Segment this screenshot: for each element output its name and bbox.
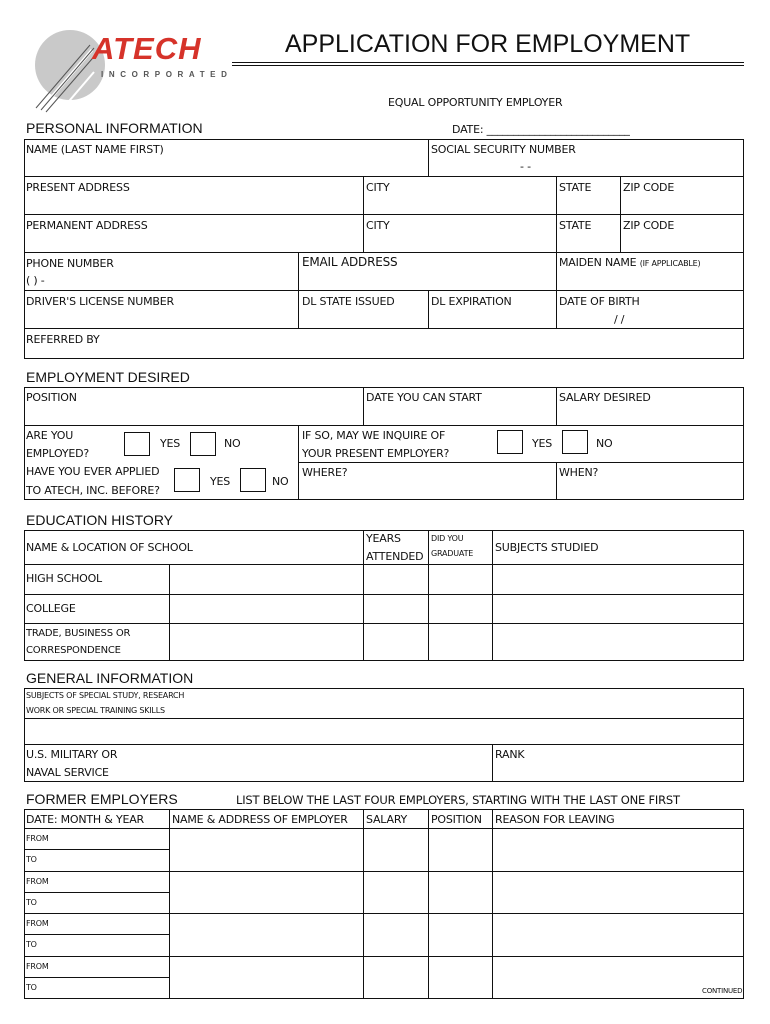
personal-heading: PERSONAL INFORMATION xyxy=(26,120,203,136)
start-date-label: DATE YOU CAN START xyxy=(366,391,482,404)
name-label: NAME (LAST NAME FIRST) xyxy=(26,143,164,156)
inquire-no-label: NO xyxy=(596,437,613,450)
applied-label-2: TO ATECH, INC. BEFORE? xyxy=(26,484,160,497)
former-heading: FORMER EMPLOYERS xyxy=(26,791,178,807)
college-label: COLLEGE xyxy=(26,602,76,615)
permanent-state-label: STATE xyxy=(559,219,592,232)
present-address-label: PRESENT ADDRESS xyxy=(26,181,130,194)
applied-label-1: HAVE YOU EVER APPLIED xyxy=(26,465,160,478)
employer-2-row[interactable] xyxy=(169,871,744,913)
graduate-col-header-2: GRADUATE xyxy=(431,549,474,558)
rank-label: RANK xyxy=(495,748,525,761)
subjects-col-header: SUBJECTS STUDIED xyxy=(495,541,599,554)
permanent-city-label: CITY xyxy=(366,219,390,232)
present-zip-label: ZIP CODE xyxy=(623,181,675,194)
inquire-label-2: YOUR PRESENT EMPLOYER? xyxy=(302,447,450,460)
employed-no-label: NO xyxy=(224,437,241,450)
permanent-zip-label: ZIP CODE xyxy=(623,219,675,232)
maiden-name-label xyxy=(559,256,700,269)
reason-col-header: REASON FOR LEAVING xyxy=(495,813,615,826)
date-field-label: DATE: ___________________________ xyxy=(452,123,630,136)
eoe-subtitle: EQUAL OPPORTUNITY EMPLOYER xyxy=(388,96,563,109)
employer-3-from-label: FROM xyxy=(26,919,49,928)
trade-label-1: TRADE, BUSINESS OR xyxy=(26,628,131,639)
employment-heading: EMPLOYMENT DESIRED xyxy=(26,369,190,385)
title-rule xyxy=(232,65,744,66)
rank-field[interactable] xyxy=(492,744,744,782)
general-heading: GENERAL INFORMATION xyxy=(26,670,194,686)
position-col-header: POSITION xyxy=(431,813,482,826)
employed-label: EMPLOYED? xyxy=(26,447,90,460)
employer-col-header: NAME & ADDRESS OF EMPLOYER xyxy=(172,813,348,826)
employer-4-from-label: FROM xyxy=(26,962,49,971)
applied-no-checkbox[interactable] xyxy=(240,468,266,492)
inquire-no-checkbox[interactable] xyxy=(562,430,588,454)
military-label-1: U.S. MILITARY OR xyxy=(26,748,118,761)
employed-no-checkbox[interactable] xyxy=(190,432,216,456)
permanent-city-field[interactable] xyxy=(363,214,556,252)
when-label: WHEN? xyxy=(559,466,599,479)
date-col-header: DATE: MONTH & YEAR xyxy=(26,813,144,826)
inquire-label-1: IF SO, MAY WE INQUIRE OF xyxy=(302,429,446,442)
ssn-format: - - xyxy=(520,160,531,173)
applied-yes-checkbox[interactable] xyxy=(174,468,200,492)
dob-format: / / xyxy=(614,313,625,326)
logo-text: ATECH xyxy=(92,31,202,66)
high-school-label: HIGH SCHOOL xyxy=(26,572,102,585)
salary-col-header: SALARY xyxy=(366,813,408,826)
drivers-license-label: DRIVER'S LICENSE NUMBER xyxy=(26,295,174,308)
employer-3-row[interactable] xyxy=(169,913,744,956)
referred-by-field[interactable] xyxy=(24,328,744,359)
maiden-name-text: MAIDEN NAME xyxy=(559,256,637,269)
military-label-2: NAVAL SERVICE xyxy=(26,766,109,779)
employer-2-to-label: TO xyxy=(26,898,37,907)
applied-yes-label: YES xyxy=(210,475,231,488)
employer-4-row[interactable] xyxy=(169,956,744,999)
page-title: APPLICATION FOR EMPLOYMENT xyxy=(285,30,691,58)
permanent-address-label: PERMANENT ADDRESS xyxy=(26,219,148,232)
years-col-header-2: ATTENDED xyxy=(366,550,424,563)
employer-1-from-label: FROM xyxy=(26,834,49,843)
where-label: WHERE? xyxy=(302,466,348,479)
position-label: POSITION xyxy=(26,391,77,404)
present-city-field[interactable] xyxy=(363,176,556,214)
phone-format: ( ) - xyxy=(26,274,45,287)
inquire-yes-label: YES xyxy=(532,437,553,450)
trade-label-2: CORRESPONDENCE xyxy=(26,645,121,656)
former-instruction: LIST BELOW THE LAST FOUR EMPLOYERS, STARTING WITH THE LAST ONE FIRST xyxy=(236,793,680,807)
graduate-col-header-1: DID YOU xyxy=(431,534,464,543)
years-col-header-1: YEARS xyxy=(366,532,401,545)
title-rule xyxy=(232,62,744,63)
employer-2-from-label: FROM xyxy=(26,877,49,886)
education-heading: EDUCATION HISTORY xyxy=(26,512,174,528)
employer-1-row[interactable] xyxy=(169,828,744,871)
are-you-label: ARE YOU xyxy=(26,429,74,442)
school-col-header: NAME & LOCATION OF SCHOOL xyxy=(26,541,193,554)
dl-state-label: DL STATE ISSUED xyxy=(302,295,395,308)
date-of-birth-label: DATE OF BIRTH xyxy=(559,295,640,308)
email-label: EMAIL ADDRESS xyxy=(302,255,398,269)
trade-row[interactable] xyxy=(169,623,744,661)
employer-1-to-label: TO xyxy=(26,855,37,864)
referred-by-label: REFERRED BY xyxy=(26,333,100,346)
logo-subtext: INCORPORATED xyxy=(101,70,233,79)
special-study-field[interactable] xyxy=(24,718,744,744)
employed-yes-checkbox[interactable] xyxy=(124,432,150,456)
present-city-label: CITY xyxy=(366,181,390,194)
college-row[interactable] xyxy=(169,594,744,623)
present-state-label: STATE xyxy=(559,181,592,194)
phone-label: PHONE NUMBER xyxy=(26,257,114,270)
salary-desired-label: SALARY DESIRED xyxy=(559,391,651,404)
employer-3-to-label: TO xyxy=(26,940,37,949)
dl-expiration-label: DL EXPIRATION xyxy=(431,295,512,308)
special-study-label-2: WORK OR SPECIAL TRAINING SKILLS xyxy=(26,706,165,715)
employer-4-to-label: TO xyxy=(26,983,37,992)
ssn-label: SOCIAL SECURITY NUMBER xyxy=(431,143,576,156)
high-school-row[interactable] xyxy=(169,564,744,594)
employed-yes-label: YES xyxy=(160,437,181,450)
maiden-name-note: (IF APPLICABLE) xyxy=(639,259,701,268)
continued-note: CONTINUED xyxy=(702,987,743,995)
special-study-label-1: SUBJECTS OF SPECIAL STUDY, RESEARCH xyxy=(26,691,185,700)
inquire-yes-checkbox[interactable] xyxy=(497,430,523,454)
applied-no-label: NO xyxy=(272,475,289,488)
